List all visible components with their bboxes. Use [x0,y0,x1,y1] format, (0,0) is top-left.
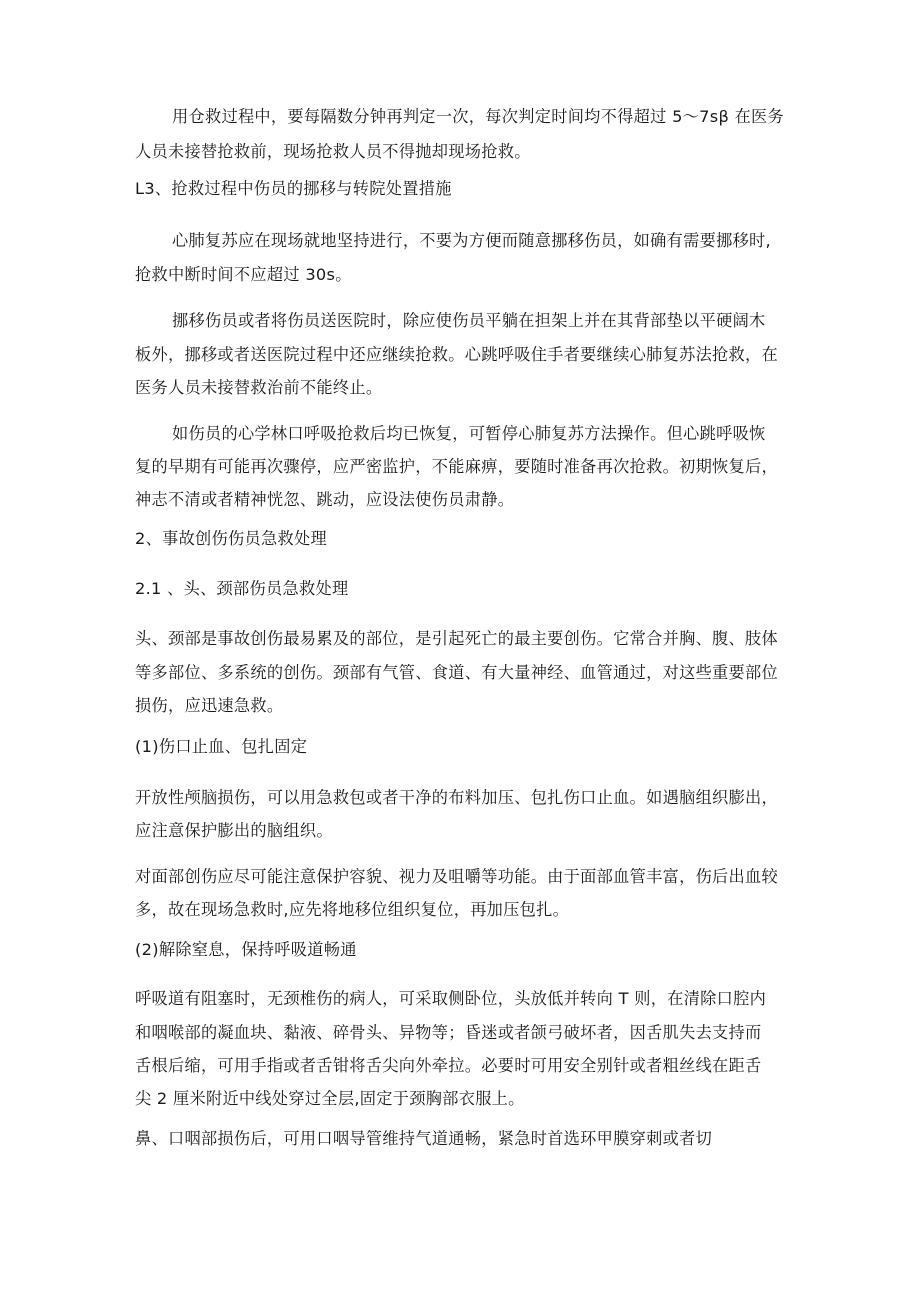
paragraph-line: 神志不清或者精神恍忽、跳动，应设法使伤员肃静。 [135,490,515,509]
paragraph-line: 复的早期有可能再次骤停，应严密监护，不能麻痹，要随时准备再次抢救。初期恢复后， [135,457,779,476]
paragraph-line: 鼻、口咽部损伤后，可用口咽导管维持气道通畅，紧急时首选环甲膜穿刺或者切 [135,1129,713,1148]
subheading: (2)解除窒息，保持呼吸道畅通 [135,940,357,959]
paragraph-line: 应注意保护膨出的脑组织。 [135,821,333,840]
paragraph-line: 抢救中断时间不应超过 30s。 [135,265,352,284]
paragraph-line: 心肺复苏应在现场就地坚持进行，不要为方便而随意挪移伤员，如确有需要挪移时, [172,231,771,250]
paragraph-line: 呼吸道有阻塞时，无颈椎伤的病人，可采取侧卧位，头放低并转向 T 则，在清除口腔内 [135,989,767,1008]
paragraph-line: 损伤，应迅速急救。 [135,696,284,715]
paragraph-line: 用仓救过程中，要每隔数分钟再判定一次，每次判定时间均不得超过 5～7sβ 在医务 [172,107,785,126]
paragraph-line: 人员未接替抢救前，现场抢救人员不得抛却现场抢救。 [135,142,531,161]
paragraph-line: 和咽喉部的凝血块、黏液、碎骨头、异物等；昏迷或者颌弓破坏者，因舌肌失去支持而 [135,1023,762,1042]
section-heading: L3、抢救过程中伤员的挪移与转院处置措施 [135,179,452,198]
paragraph-line: 开放性颅脑损伤，可以用急救包或者干净的布料加压、包扎伤口止血。如遇脑组织膨出， [135,788,779,807]
paragraph-line: 挪移伤员或者将伤员送医院时，除应使伤员平躺在担架上并在其背部垫以平硬阔木 [172,311,766,330]
section-heading: 2、事故创伤伤员急救处理 [135,529,327,548]
paragraph-line: 舌根后缩，可用手指或者舌钳将舌尖向外牵拉。必要时可用安全别针或者粗丝线在距舌 [135,1056,762,1075]
paragraph-line: 多，故在现场急救时,应先将地移位组织复位，再加压包扎。 [135,900,570,919]
paragraph-line: 尖 2 厘米附近中线处穿过全层,固定于颈胸部衣服上。 [135,1089,525,1108]
paragraph-line: 等多部位、多系统的创伤。颈部有气管、食道、有大量神经、血管通过，对这些重要部位 [135,663,779,682]
subsection-heading: 2.1 、头、颈部伤员急救处理 [135,579,349,598]
paragraph-line: 医务人员未接替救治前不能终止。 [135,378,383,397]
paragraph-line: 头、颈部是事故创伤最易累及的部位，是引起死亡的最主要创伤。它常合并胸、腹、肢体 [135,629,779,648]
paragraph-line: 对面部创伤应尽可能注意保护容貌、视力及咀嚼等功能。由于面部血管丰富，伤后出血较 [135,867,779,886]
paragraph-line: 如伤员的心学林口呼吸抢救后均已恢复，可暂停心肺复苏方法操作。但心跳呼吸恢 [172,424,766,443]
paragraph-line: 板外，挪移或者送医院过程中还应继续抢救。心跳呼吸住手者要继续心肺复苏法抢救，在 [135,345,779,364]
subheading: (1)伤口止血、包扎固定 [135,737,308,756]
